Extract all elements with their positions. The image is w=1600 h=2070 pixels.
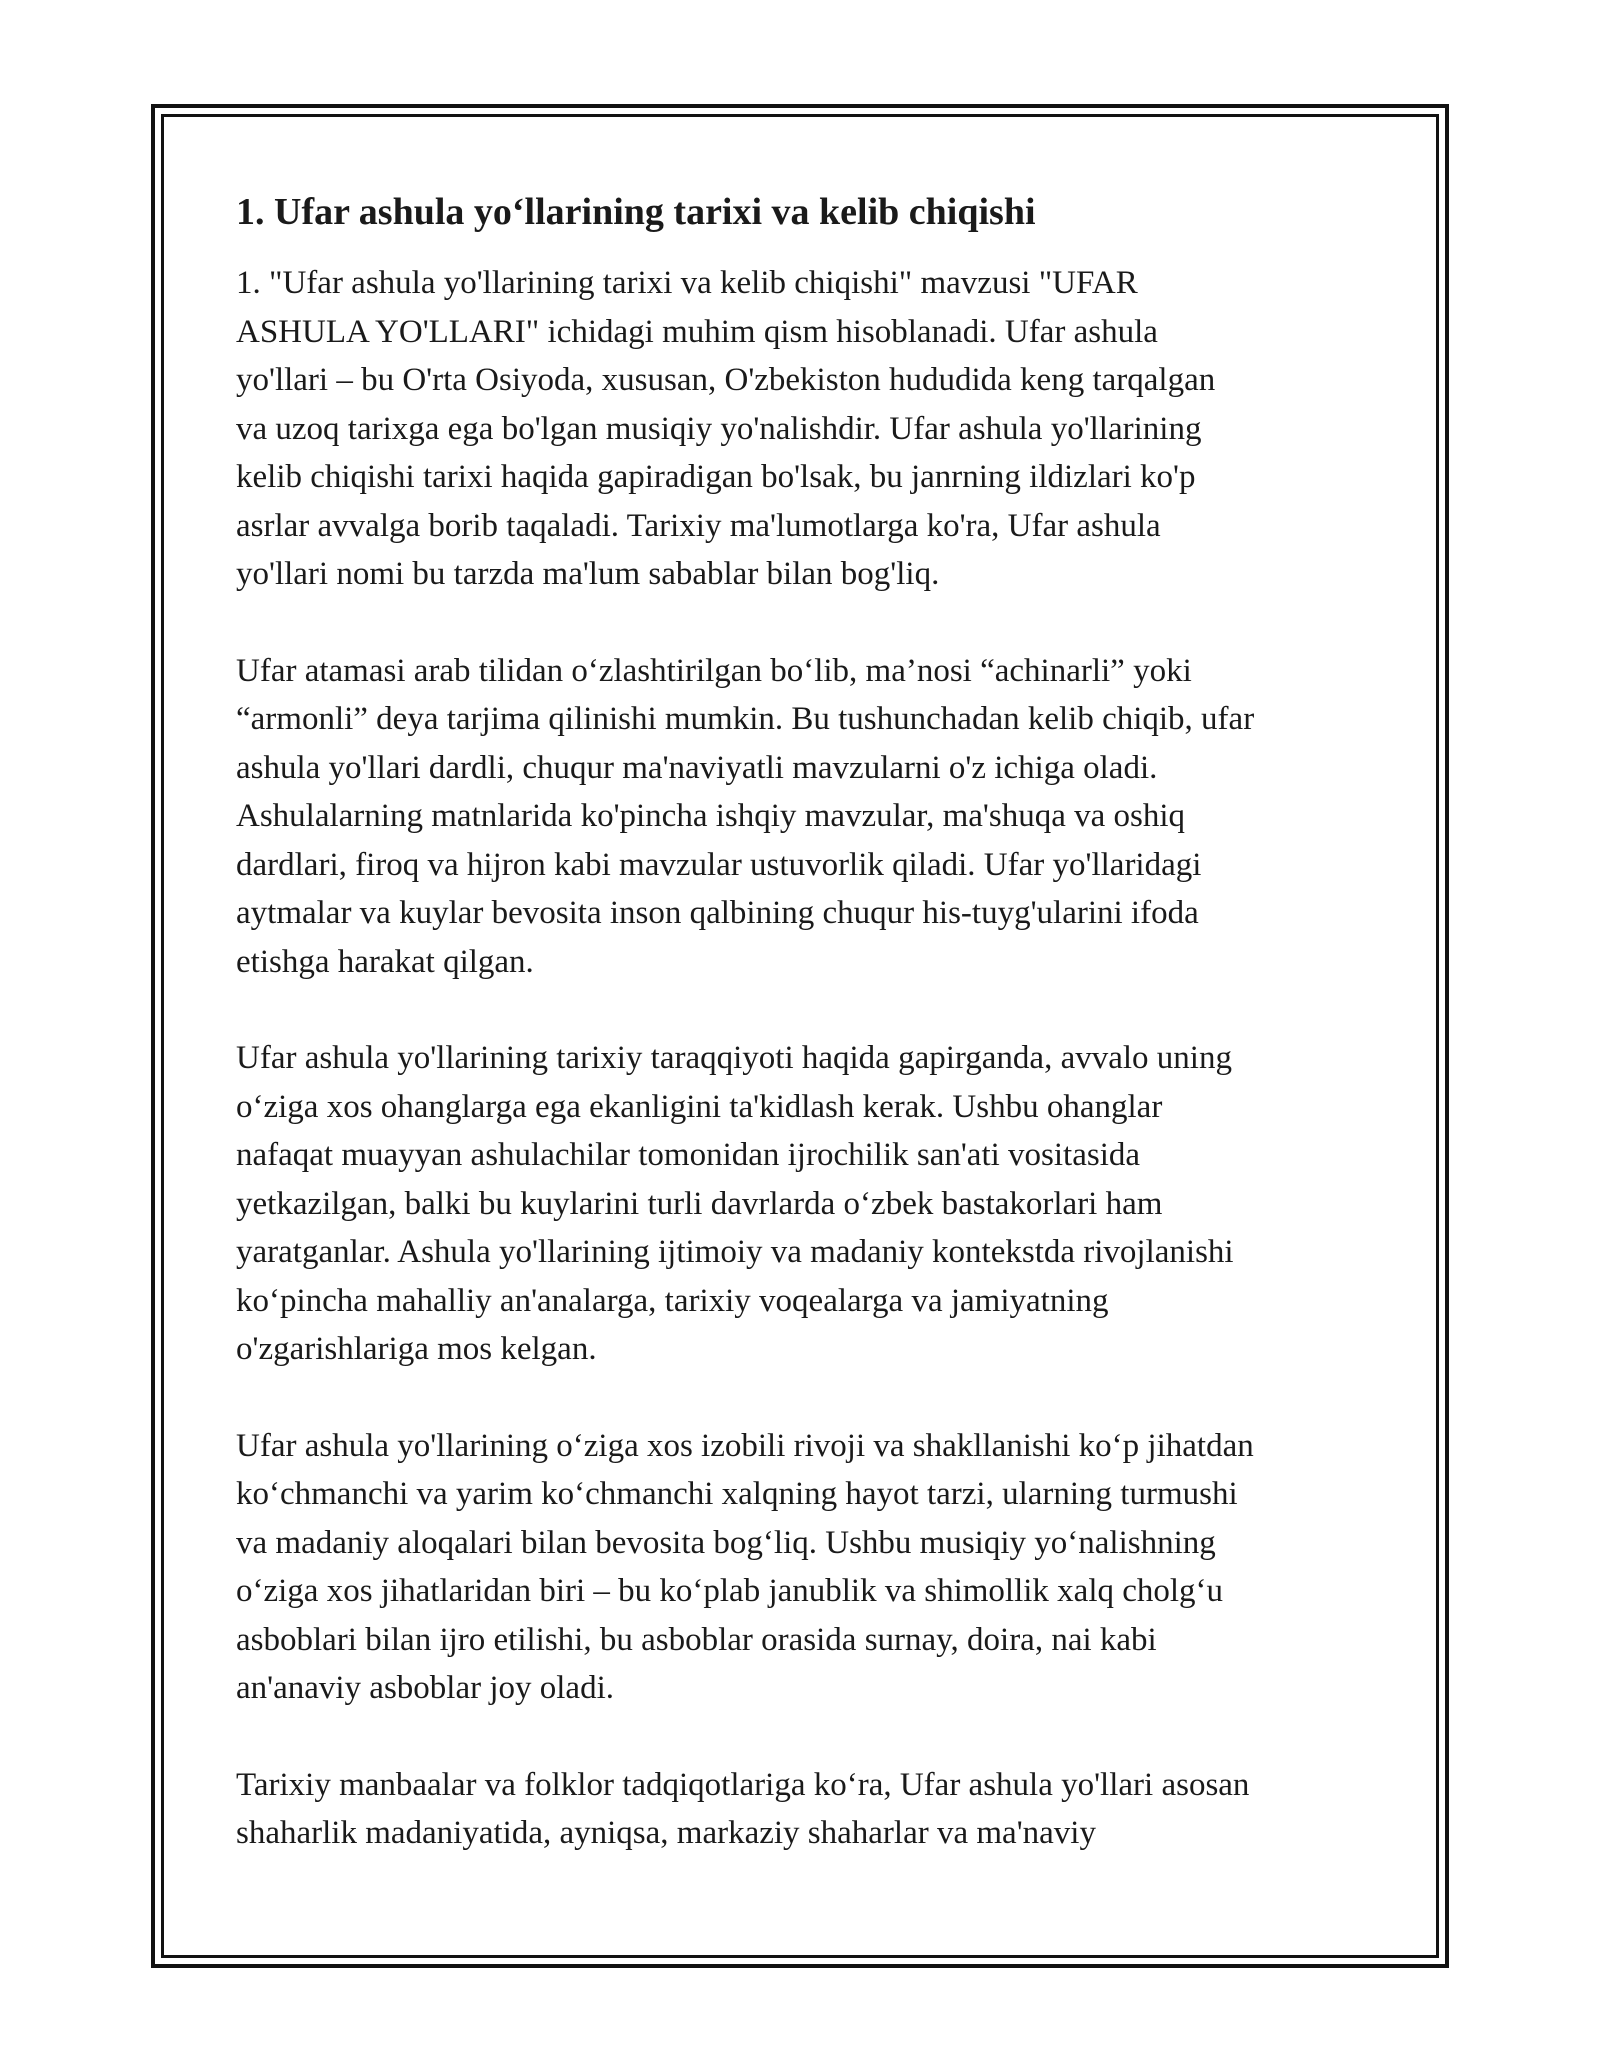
paragraph-1: 1. "Ufar ashula yo'llarining tarixi va kelib chiqishi" mavzusi "UFAR ASHULA YO'LLARI" ichidagi muhim qism hisoblanadi. Ufar ashula yo'llari – bu O'rta Osiyoda, xususan, O'zbekiston hududida keng tarqalgan va uzoq tarixga ega bo'lgan musiqiy yo'nalishdir. Ufar ashula yo'llarining kelib chiqishi tarixi haqida gapiradigan bo'lsak, bu janrning ildizlari ko'p asrlar avvalga borib taqaladi. Tarixiy ma'lumotlarga ko'ra, Ufar ashula yo'llari nomi bu tarzda ma'lum sabablar bilan bog'liq.	[236, 265, 1216, 592]
paragraph-2: Ufar atamasi arab tilidan o‘zlashtirilgan bo‘lib, ma’nosi “achinarli” yoki “armonli” deya tarjima qilinishi mumkin. Bu tushunchadan kelib chiqib, ufar ashula yo'llari dardli, chuqur ma'naviyatli mavzularni o'z ichiga oladi. Ashulalarning matnlarida ko'pincha ishqiy mavzular, ma'shuqa va oshiq dardlari, firoq va hijron kabi mavzular ustuvorlik qiladi. Ufar yo'llaridagi aytmalar va kuylar bevosita inson qalbining chuqur his-tuyg'ularini ifoda etishga harakat qilgan.	[236, 652, 1255, 980]
section-heading: 1. Ufar ashula yo‘llarining tarixi va kelib chiqishi	[236, 191, 1036, 233]
paragraph-3: Ufar ashula yo'llarining tarixiy taraqqiyoti haqida gapirganda, avvalo uning o‘ziga xos ohanglarga ega ekanligini ta'kidlash kerak. Ushbu ohanglar nafaqat muayyan ashulachilar tomonidan ijrochilik san'ati vositasida yetkazilgan, balki bu kuylarini turli davrlarda o‘zbek bastakorlari ham yaratganlar. Ashula yo'llarining ijtimoiy va madaniy kontekstda rivojlanishi ko‘pincha mahalliy an'analarga, tarixiy voqealarga va jamiyatning o'zgarishlariga mos kelgan.	[236, 1040, 1234, 1367]
document-body	[236, 185, 1376, 1906]
paragraph-5: Tarixiy manbaalar va folklor tadqiqotlariga ko‘ra, Ufar ashula yo'llari asosan shaharlik madaniyatida, ayniqsa, markaziy shaharlar va ma'naviy	[236, 1766, 1250, 1851]
paragraph-4: Ufar ashula yo'llarining o‘ziga xos izobili rivoji va shakllanishi ko‘p jihatdan ko‘chmanchi va yarim ko‘chmanchi xalqning hayot tarzi, ularning turmushi va madaniy aloqalari bilan bevosita bog‘liq. Ushbu musiqiy yo‘nalishning o‘ziga xos jihatlaridan biri – bu ko‘plab janublik va shimollik xalq cholg‘u asboblari bilan ijro etilishi, bu asboblar orasida surnay, doira, nai kabi an'anaviy asboblar joy oladi.	[236, 1427, 1254, 1706]
